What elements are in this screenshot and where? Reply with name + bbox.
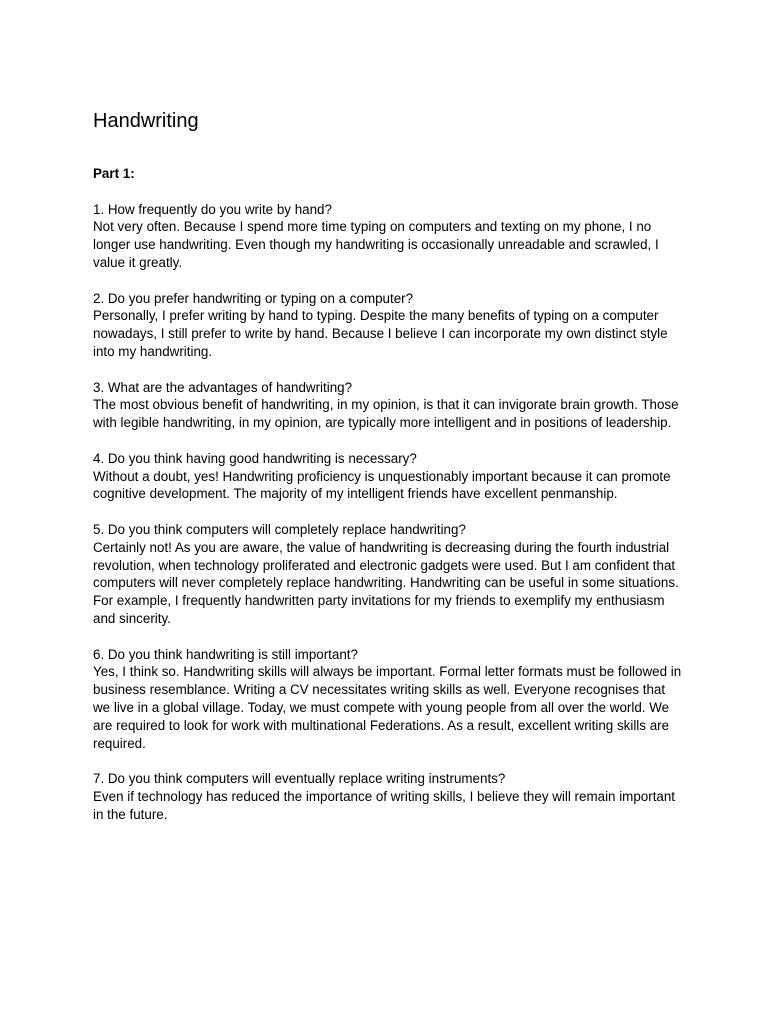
qa-item-3: [93, 379, 683, 432]
answer-text: Without a doubt, yes! Handwriting proficiency is unquestionably important because it can promote cognitive development. The majority of my intelligent friends have excellent penmanship.: [93, 468, 671, 502]
qa-item-2: [93, 290, 683, 361]
question-text: 5. Do you think computers will completely replace handwriting?: [93, 521, 466, 537]
answer-text: Certainly not! As you are aware, the value of handwriting is decreasing during the fourth industrial revolution, when technology proliferated and electronic gadgets were used. But I am confident that computers will never completely replace handwriting. Handwriting can be useful in some situations. For example, I frequently handwritten party invitations for my friends to exemplify my enthusiasm and sincerity.: [93, 539, 679, 626]
question-text: 7. Do you think computers will eventually replace writing instruments?: [93, 771, 506, 787]
question-text: 1. How frequently do you write by hand?: [93, 201, 332, 217]
question-text: 3. What are the advantages of handwriting?: [93, 379, 353, 395]
question-text: 4. Do you think having good handwriting is necessary?: [93, 450, 417, 466]
answer-text: Personally, I prefer writing by hand to typing. Despite the many benefits of typing on a computer nowadays, I still prefer to write by hand. Because I believe I can incorporate my own distinct style into my handwriting.: [93, 308, 668, 359]
answer-text: Yes, I think so. Handwriting skills will always be important. Formal letter formats must be followed in business resemblance. Writing a CV necessitates writing skills as well. Everyone recognises that we live in a global village. Today, we must compete with young people from all over the world. We are required to look for work with multinational Federations. As a result, excellent writing skills are required.: [93, 664, 682, 751]
answer-text: The most obvious benefit of handwriting, in my opinion, is that it can invigorate brain growth. Those with legible handwriting, in my opinion, are typically more intelligent and in positions of leadership.: [93, 397, 679, 431]
part-heading: Part 1:: [93, 166, 135, 181]
qa-item-5: [93, 521, 683, 628]
question-text: 6. Do you think handwriting is still important?: [93, 646, 358, 662]
answer-text: Not very often. Because I spend more time typing on computers and texting on my phone, I no longer use handwriting. Even though my handwriting is occasionally unreadable and scrawled, I value it greatly.: [93, 219, 659, 270]
document-page: [93, 109, 683, 841]
qa-item-1: [93, 201, 683, 272]
answer-text: Even if technology has reduced the importance of writing skills, I believe they will remain important in the future.: [93, 788, 676, 822]
question-text: 2. Do you prefer handwriting or typing on a computer?: [93, 290, 414, 306]
qa-item-4: [93, 450, 683, 503]
document-title: Handwriting: [93, 110, 199, 132]
qa-item-7: [93, 770, 683, 823]
qa-item-6: [93, 646, 683, 753]
